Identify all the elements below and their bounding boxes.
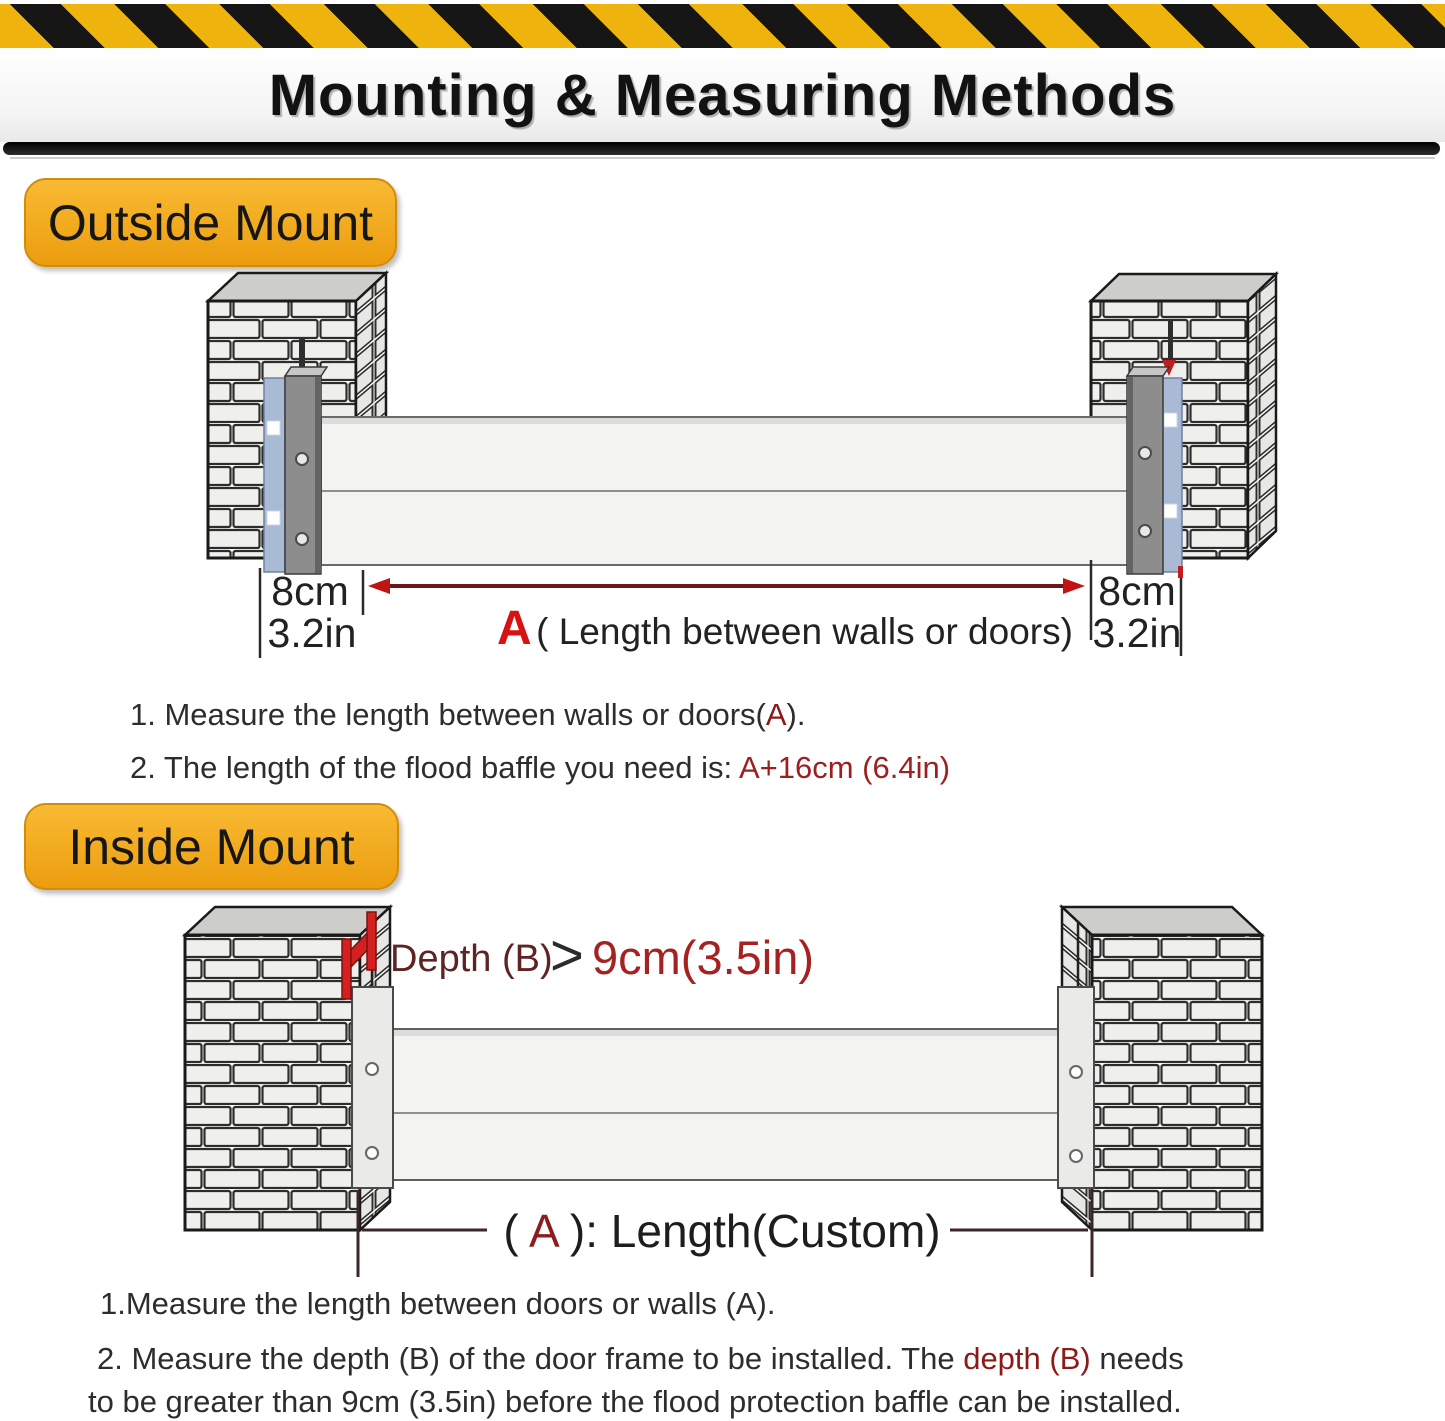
seal-strip-left (264, 378, 285, 572)
dim-left-cm: 8cm (271, 568, 349, 614)
outside-mount-badge (24, 178, 397, 267)
channel-left (352, 987, 393, 1188)
span-length-label: A ( Length between walls or doors) (497, 602, 1073, 655)
title-band (0, 48, 1445, 142)
flood-barrier-outside (321, 417, 1131, 565)
title-underline-bar (3, 142, 1440, 155)
inside-step-1: 1.Measure the length between doors or walls (A). (100, 1286, 776, 1321)
flood-barrier-inside (393, 1029, 1060, 1180)
channel-right (1058, 987, 1094, 1188)
anchor-slot-right (1168, 320, 1173, 362)
inside-step-2-line2: to be greater than 9cm (3.5in) before the flood protection baffle can be installed. (88, 1384, 1182, 1419)
outside-step-1: 1. Measure the length between walls or doors(A). (130, 697, 806, 732)
dim-red-tick (1178, 566, 1183, 578)
length-label: ( A ): Length(Custom) (503, 1205, 941, 1257)
mounting-bracket-right (1127, 367, 1169, 574)
title-underline-thin (10, 157, 1435, 159)
outside-mount-badge-label: Outside Mount (47, 194, 374, 251)
span-arrow (368, 578, 1085, 594)
dim-right-in: 3.2in (1092, 610, 1182, 656)
depth-label-value: 9cm(3.5in) (592, 931, 815, 984)
outside-mount-diagram (0, 255, 1445, 690)
mounting-bracket-left (285, 367, 327, 574)
dim-right-cm: 8cm (1098, 568, 1176, 614)
inside-step-2-line1: 2. Measure the depth (B) of the door frame to be installed. The depth (B) needs (97, 1341, 1184, 1376)
depth-label-prefix: Depth (B) (390, 938, 553, 980)
outside-steps (130, 688, 950, 794)
depth-label-gt: > (550, 923, 584, 988)
inside-mount-diagram (0, 895, 1445, 1295)
page-title: Mounting & Measuring Methods (268, 62, 1177, 128)
inside-mount-badge (24, 803, 399, 890)
dim-left-in: 3.2in (267, 610, 357, 656)
inside-step-2 (88, 1337, 1184, 1421)
hazard-stripe-band (0, 4, 1445, 48)
outside-step-2: 2. The length of the flood baffle you need is: A+16cm (6.4in) (130, 750, 951, 785)
inside-mount-badge-label: Inside Mount (68, 818, 355, 875)
